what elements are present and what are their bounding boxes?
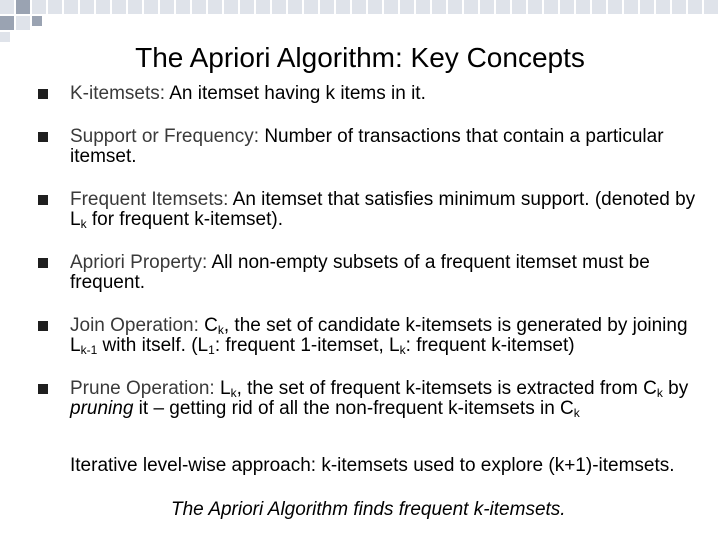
iterative-approach-note: Iterative level-wise approach: k-itemsets used to explore (k+1)-itemsets. [70, 455, 675, 476]
subscript-k: k [217, 323, 224, 337]
slide-title: The Apriori Algorithm: Key Concepts [135, 42, 585, 73]
definition-join-c: : frequent 1-itemset, L [214, 335, 400, 356]
definition-frequent-itemsets-b: for frequent k-itemset). [86, 209, 283, 230]
definition-support: Number of transactions that contain a particular itemset. [70, 126, 664, 167]
subscript-k: k [656, 386, 663, 400]
pruning-emphasis: pruning [70, 398, 134, 419]
term-apriori-property: Apriori Property: [70, 252, 212, 273]
term-frequent-itemsets: Frequent Itemsets: [70, 189, 233, 210]
square-bullet-icon [38, 195, 48, 205]
square-bullet-icon [38, 384, 48, 394]
term-k-itemsets: K-itemsets: [70, 83, 170, 104]
bullet-prune-operation [38, 379, 698, 419]
symbol-c: C [204, 315, 218, 336]
definition-join-d: : frequent k-itemset) [405, 335, 575, 356]
definition-prune-c: it – getting rid of all the non-frequent k-itemsets in C [133, 398, 574, 419]
subscript-k: k [230, 386, 237, 400]
definition-k-itemsets: An itemset having k items in it. [169, 83, 426, 104]
definition-join-a: , the set of candidate k-itemsets is generated by joining L [70, 315, 688, 356]
bullet-support [38, 127, 698, 167]
square-bullet-icon [38, 132, 48, 142]
bullet-join-operation [38, 316, 698, 356]
bullet-frequent-itemsets [38, 190, 698, 230]
subscript-1: 1 [208, 343, 215, 357]
bullet-apriori-property [38, 253, 698, 293]
square-bullet-icon [38, 321, 48, 331]
term-prune-operation: Prune Operation: [70, 378, 220, 399]
term-join-operation: Join Operation: [70, 315, 205, 336]
bullet-list [38, 84, 698, 419]
subscript-k: k [399, 343, 406, 357]
subscript-k: k [80, 217, 87, 231]
subscript-k: k [573, 406, 580, 420]
bullet-k-itemsets [38, 84, 698, 104]
apriori-summary-note: The Apriori Algorithm finds frequent k-itemsets. [171, 499, 566, 520]
subscript-k-1: k-1 [80, 343, 98, 357]
square-bullet-icon [38, 89, 48, 99]
term-support: Support or Frequency: [70, 126, 265, 147]
definition-frequent-itemsets-a: An itemset that satisfies minimum support. (denoted by L [70, 189, 696, 230]
symbol-l: L [219, 378, 231, 399]
definition-join-b: with itself. (L [97, 335, 209, 356]
definition-prune-b: by [662, 378, 689, 399]
square-bullet-icon [38, 258, 48, 268]
definition-apriori-property: All non-empty subsets of a frequent itemset must be frequent. [70, 252, 650, 293]
corner-square-pattern [0, 0, 720, 45]
definition-prune-a: , the set of frequent k-itemsets is extracted from C [236, 378, 657, 399]
